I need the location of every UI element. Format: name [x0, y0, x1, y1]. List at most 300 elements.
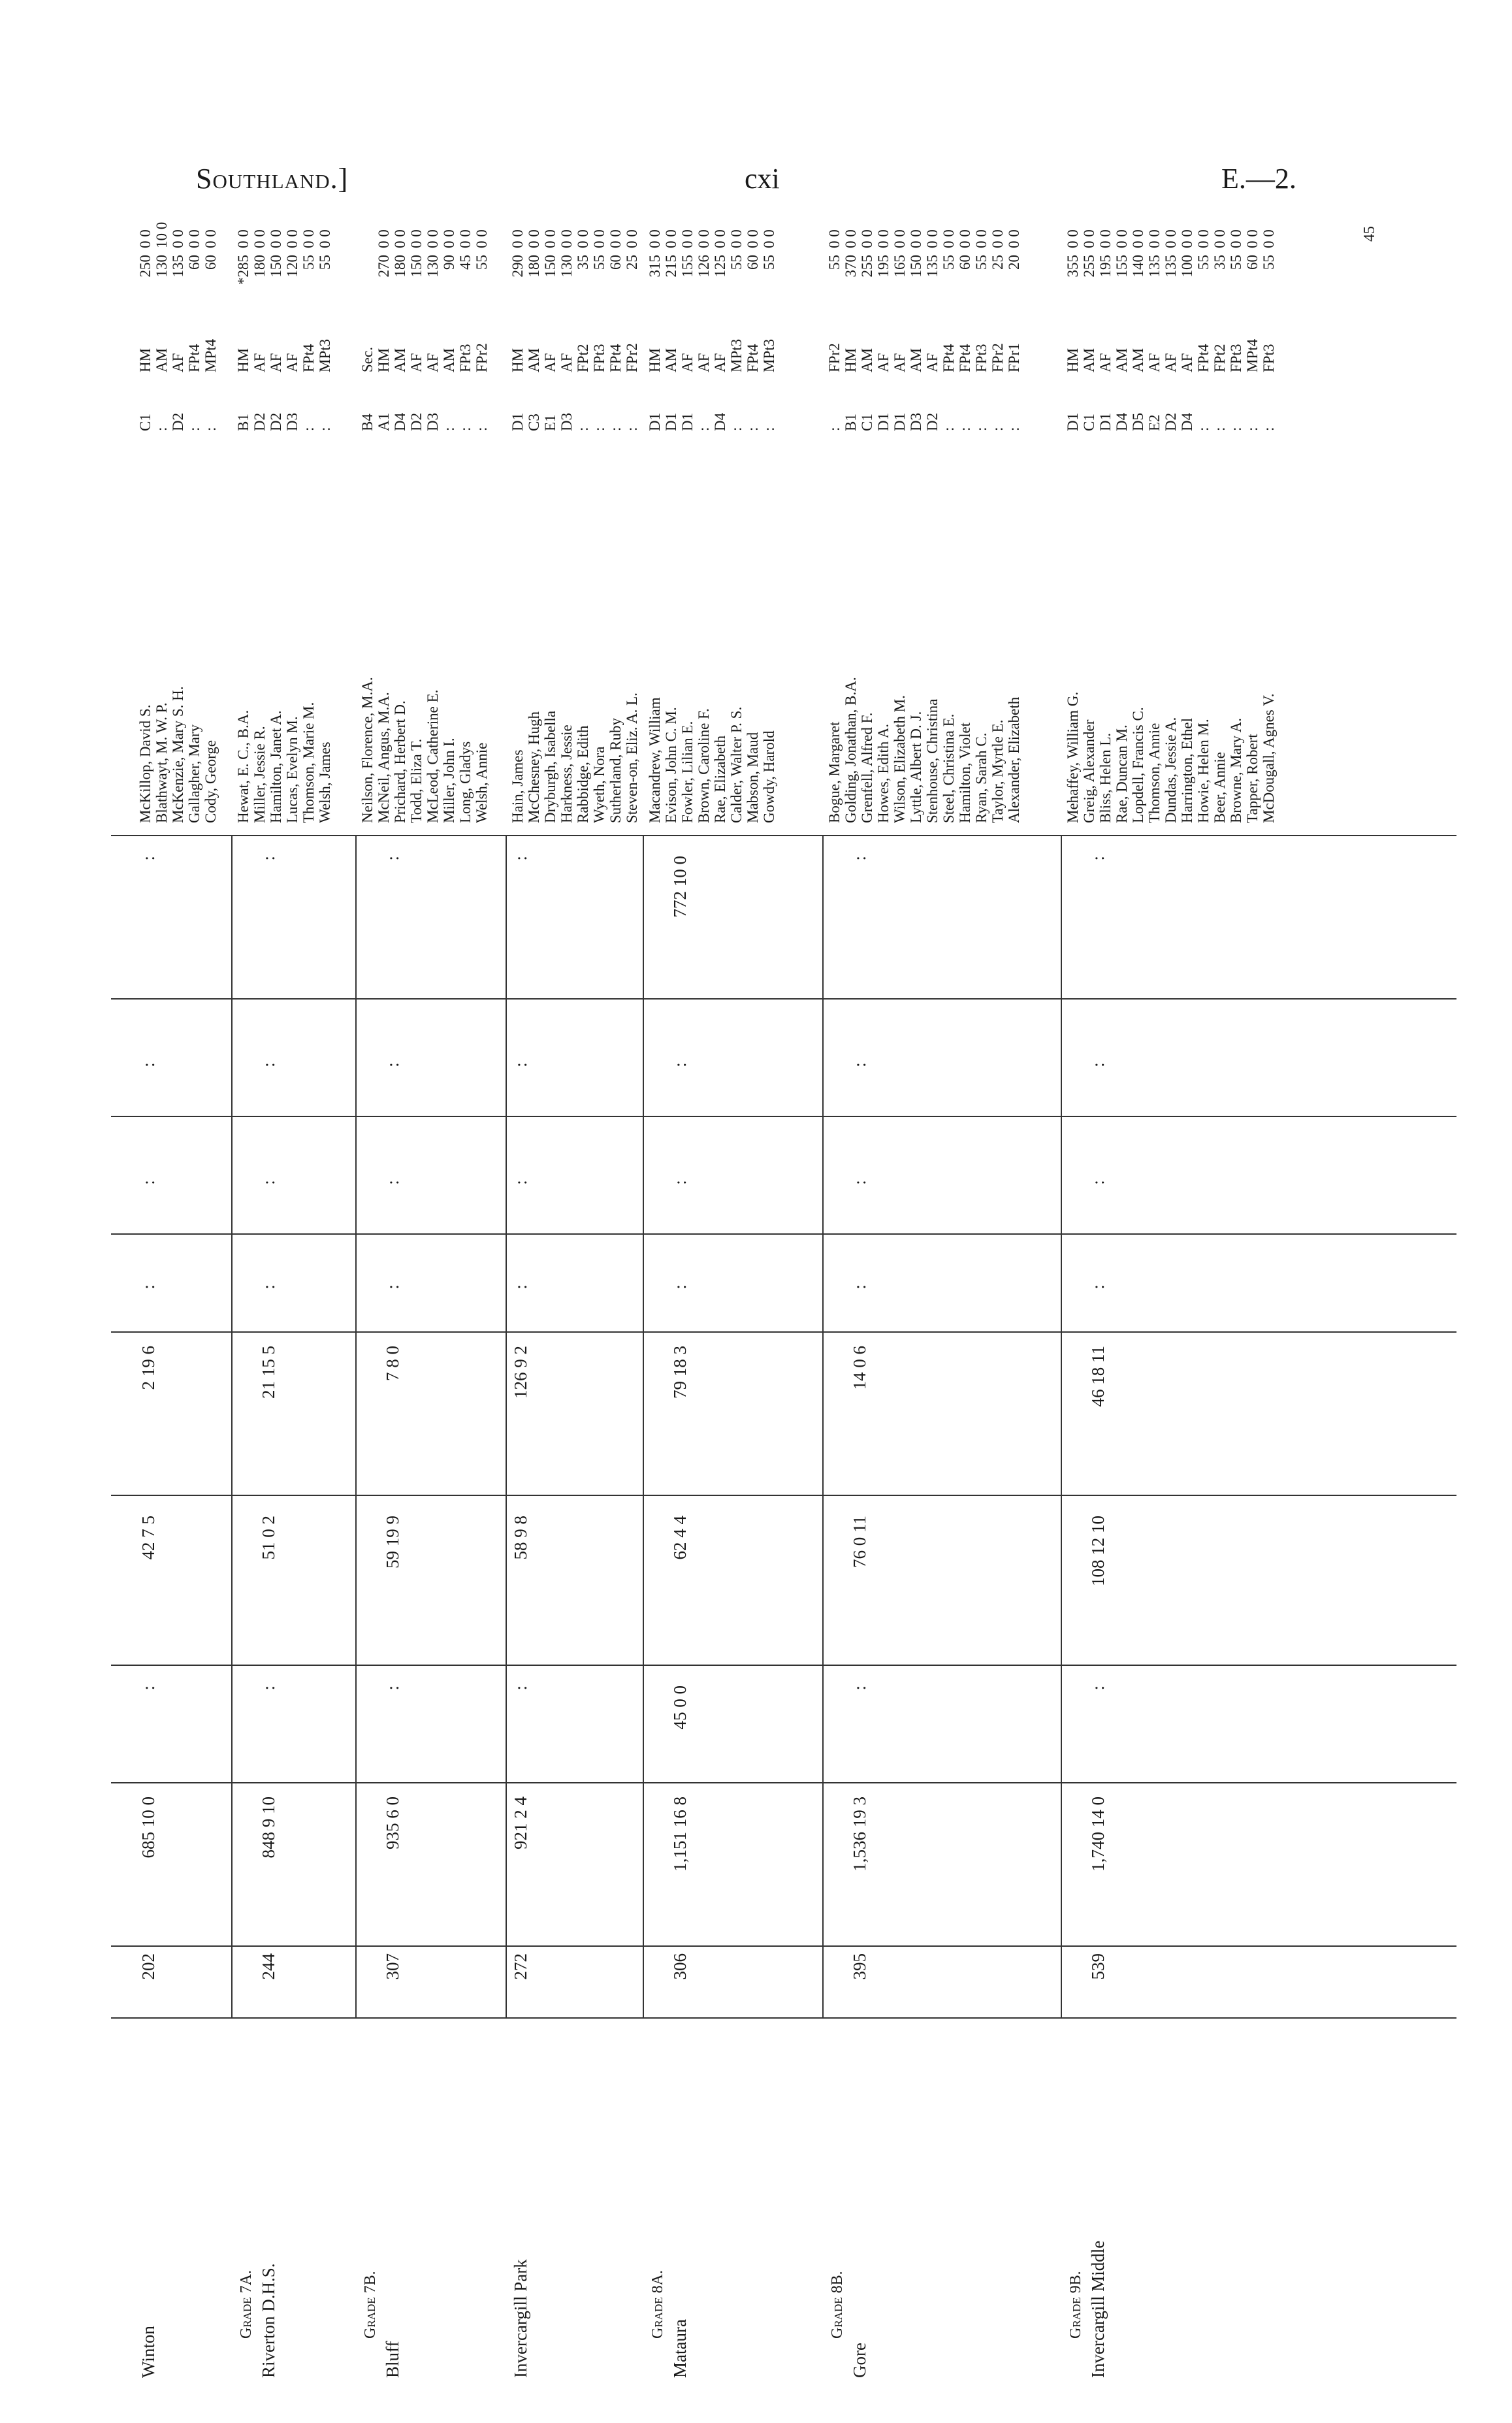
salary: 55 [474, 255, 490, 270]
classification: B4 [359, 414, 376, 431]
teacher-name: Golding, Jonathan, B.A. [843, 677, 859, 823]
staff-row [745, 216, 761, 823]
classification: : [300, 427, 317, 431]
column-dots: : [259, 1284, 278, 1290]
salary-pence: 0 0 [1244, 229, 1261, 248]
teacher-name: McKenzie, Mary S. H. [170, 686, 186, 823]
classification: D4 [712, 412, 728, 431]
classification: D4 [1114, 412, 1130, 431]
salary-pence: 0 0 [973, 229, 989, 248]
salary-pence: 0 0 [425, 229, 441, 248]
staff-row [973, 216, 989, 823]
staff-row [892, 216, 908, 823]
column-rule [111, 2017, 1456, 2019]
classification: D1 [679, 412, 696, 431]
staff-row [170, 216, 186, 823]
staff-row [1065, 216, 1081, 823]
staff-row [268, 216, 284, 823]
staff-row [1081, 216, 1097, 823]
teacher-name: Blathwayt, M. W. P. [153, 702, 170, 823]
teacher-name: Steven-on, Eliz. A. L. [624, 692, 640, 823]
staff-row [457, 216, 474, 823]
salary-pence: 0 0 [663, 229, 679, 248]
school-name [235, 2038, 280, 2378]
salary: 270 [376, 255, 392, 278]
classification: D2 [924, 412, 941, 431]
teacher-name: Lopdell, Francis C. [1130, 707, 1146, 823]
salary: 60 [745, 255, 761, 270]
staff-row [941, 216, 957, 823]
salary-pence: 0 0 [761, 229, 777, 248]
salary: 150 [542, 255, 558, 278]
house-allowance-cell: : [1088, 1685, 1108, 1691]
classification: A1 [376, 412, 392, 431]
staff-row [761, 216, 777, 823]
classification: B1 [235, 414, 251, 431]
position: FPt3 [1261, 344, 1277, 372]
column-dots: : [1088, 1062, 1108, 1067]
teacher-name: Rae, Duncan M. [1114, 724, 1130, 823]
teacher-name: Evison, John C. M. [663, 707, 679, 823]
staff-row [607, 216, 624, 823]
classification: D2 [408, 412, 425, 431]
position: AM [1130, 348, 1146, 372]
classification: D1 [663, 412, 679, 431]
total-cell: : [850, 856, 869, 861]
classification: : [941, 427, 957, 431]
staff-row [359, 216, 376, 823]
column-dots: : [850, 1180, 869, 1185]
salary: 180 [251, 255, 268, 278]
salary: 55 [1195, 255, 1212, 270]
classification: : [696, 427, 712, 431]
teacher-name: Rae, Elizabeth [712, 735, 728, 823]
salary: 125 [712, 255, 728, 278]
salary: 195 [875, 255, 892, 278]
salary: 215 [663, 255, 679, 278]
teacher-name: Howie, Helen M. [1195, 719, 1212, 823]
salary: 126 [696, 255, 712, 278]
staff-list [235, 216, 333, 823]
position: HM [843, 348, 859, 372]
position: MPt3 [761, 338, 777, 372]
capitation-cell: 58 9 8 [511, 1516, 530, 1560]
classification: : [441, 427, 457, 431]
classification: : [728, 427, 745, 431]
salary: 55 [317, 255, 333, 270]
position: HM [235, 348, 251, 372]
school-name [509, 2038, 532, 2378]
position: AF [284, 353, 300, 372]
classification: : [186, 427, 202, 431]
classification: : [826, 427, 843, 431]
position: AF [712, 353, 728, 372]
salary-pence: 0 0 [1228, 229, 1244, 248]
teacher-name: Beer, Annie [1212, 752, 1228, 823]
staff-row [284, 216, 300, 823]
staff-row [509, 216, 526, 823]
salary-pence: 0 0 [474, 229, 490, 248]
salary: 155 [679, 255, 696, 278]
salaries-cell: 935 6 0 [383, 1797, 402, 1849]
staff-row [441, 216, 457, 823]
salary: 45 [457, 255, 474, 270]
salary: 55 [728, 255, 745, 270]
classification: D1 [647, 412, 663, 431]
classification: B1 [843, 414, 859, 431]
teacher-name: Brown, Caroline F. [696, 708, 712, 823]
capitation-cell: 42 7 5 [138, 1516, 158, 1560]
school-name-text: Bluff [383, 2341, 402, 2378]
salary: 135 [924, 255, 941, 278]
classification: : [761, 427, 777, 431]
position: HM [376, 348, 392, 372]
staff-row [408, 216, 425, 823]
staff-row [1195, 216, 1212, 823]
teacher-name: Hamilton, Janet A. [268, 710, 284, 823]
salary-pence: 0 0 [376, 229, 392, 248]
salary: 55 [300, 255, 317, 270]
column-rule [111, 1665, 1456, 1666]
classification: D2 [1163, 412, 1179, 431]
salary: 180 [392, 255, 408, 278]
column-rule [111, 998, 1456, 1000]
house-allowance-cell: : [138, 1685, 158, 1691]
house-allowance-cell: : [259, 1685, 278, 1691]
teacher-name: Harkness, Jessie [558, 724, 575, 823]
staff-row [1114, 216, 1130, 823]
rotated-table [111, 216, 1456, 2404]
column-dots: : [511, 1062, 530, 1067]
staff-row [647, 216, 663, 823]
staff-row [425, 216, 441, 823]
salary: 35 [575, 255, 591, 270]
house-allowance-cell: : [383, 1685, 402, 1691]
salaries-cell: 1,151 16 8 [670, 1797, 690, 1872]
salary: 55 [826, 255, 843, 270]
position: MPt4 [202, 338, 219, 372]
salary: 130 [153, 255, 170, 278]
staff-row [908, 216, 924, 823]
report-code: E.—2. [1221, 163, 1296, 195]
position: HM [137, 348, 153, 372]
teacher-name: Dryburgh, Isabella [542, 710, 558, 823]
salary-pence: 0 0 [1081, 229, 1097, 248]
teacher-name: Rabbidge, Edith [575, 725, 591, 823]
column-dots: : [138, 1062, 158, 1067]
salary: 55 [1228, 255, 1244, 270]
column-dots: : [1088, 1284, 1108, 1290]
school-name [647, 2038, 691, 2378]
column-dots: : [670, 1062, 690, 1067]
classification: : [202, 427, 219, 431]
classification: : [1195, 427, 1212, 431]
school-name-text: Riverton D.H.S. [259, 2263, 278, 2378]
column-dots: : [383, 1062, 402, 1067]
teacher-name: Fowler, Lilian E. [679, 721, 696, 823]
teacher-name: Wyeth, Nora [591, 746, 607, 823]
teacher-name: Browne, Mary A. [1228, 718, 1244, 823]
position: AM [153, 348, 170, 372]
salary: *285 [235, 255, 251, 285]
row-rule [822, 836, 824, 2019]
salary-pence: 0 0 [542, 229, 558, 248]
column-rule [111, 1945, 1456, 1947]
teacher-name: Bogue, Margaret [826, 721, 843, 823]
teacher-name: Welsh, Annie [474, 742, 490, 823]
staff-row [202, 216, 219, 823]
classification: D4 [1179, 412, 1195, 431]
salary-pence: 0 0 [1195, 229, 1212, 248]
staff-row [1179, 216, 1195, 823]
salary: 60 [607, 255, 624, 270]
column-dots: : [670, 1284, 690, 1290]
teacher-name: Harrington, Ethel [1179, 718, 1195, 823]
salary-pence: 0 0 [1261, 229, 1277, 248]
staff-row [1130, 216, 1146, 823]
column-rule [111, 1116, 1456, 1117]
salary: 120 [284, 255, 300, 278]
salary: 55 [973, 255, 989, 270]
house-allowance-cell: 45 0 0 [670, 1685, 690, 1730]
total-cell: 772 10 0 [670, 856, 690, 918]
salary: 255 [859, 255, 875, 278]
salary-pence: 0 0 [1163, 229, 1179, 248]
salary-pence: 0 0 [826, 229, 843, 248]
teacher-name: Mabson, Maud [745, 732, 761, 823]
row-rule [1061, 836, 1062, 2019]
teacher-name: Grenfell, Alfred F. [859, 712, 875, 823]
salary-pence: 0 0 [745, 229, 761, 248]
salary-pence: 0 0 [924, 229, 941, 248]
page-number: cxi [745, 163, 780, 195]
teacher-name: Thomson, Annie [1146, 723, 1163, 823]
position: AF [1163, 353, 1179, 372]
salary: 140 [1130, 255, 1146, 278]
staff-row [392, 216, 408, 823]
teacher-name: Calder, Walter P. S. [728, 706, 745, 823]
position: AF [875, 353, 892, 372]
position: FPt4 [607, 344, 624, 372]
staff-row [300, 216, 317, 823]
total-cell: : [138, 856, 158, 861]
staff-row [591, 216, 607, 823]
school-name [1065, 2038, 1109, 2378]
classification: : [624, 427, 640, 431]
expenses-cell: 7 8 0 [383, 1346, 402, 1381]
position: FPt3 [457, 344, 474, 372]
salary-pence: 0 0 [457, 229, 474, 248]
staff-row [624, 216, 640, 823]
teacher-name: McDougall, Agnes V. [1261, 693, 1277, 823]
salary-pence: 0 0 [1130, 229, 1146, 248]
staff-row [251, 216, 268, 823]
staff-row [1163, 216, 1179, 823]
salary: 130 [425, 255, 441, 278]
row-rule [231, 836, 233, 2019]
position: AM [908, 348, 924, 372]
total-cell: : [1088, 856, 1108, 861]
salary-pence: 0 0 [607, 229, 624, 248]
house-allowance-cell: : [511, 1685, 530, 1691]
salary-pence: 0 0 [728, 229, 745, 248]
salary: 55 [941, 255, 957, 270]
row-rule [643, 836, 644, 2019]
position: FPt2 [1212, 344, 1228, 372]
column-dots: : [259, 1180, 278, 1185]
column-dots: : [511, 1180, 530, 1185]
position: FPt4 [745, 344, 761, 372]
position: AM [859, 348, 875, 372]
salary: 355 [1065, 255, 1081, 278]
teacher-name: Hain, James [509, 749, 526, 823]
teacher-name: Wilson, Elizabeth M. [892, 695, 908, 823]
salary-pence: 0 0 [859, 229, 875, 248]
staff-row [317, 216, 333, 823]
teacher-name: Miller, Jessie R. [251, 726, 268, 823]
position: FPr2 [474, 343, 490, 372]
salary-pence: 0 0 [957, 229, 973, 248]
salary: 60 [202, 255, 219, 270]
salary-pence: 0 0 [843, 229, 859, 248]
classification: D1 [875, 412, 892, 431]
teacher-name: Gowdy, Harold [761, 730, 777, 823]
position: AM [663, 348, 679, 372]
row-rule [506, 836, 507, 2019]
teacher-name: Thomson, Marie M. [300, 702, 317, 823]
position: MPt3 [728, 338, 745, 372]
classification: : [1212, 427, 1228, 431]
staff-row [575, 216, 591, 823]
staff-row [679, 216, 696, 823]
salary: 150 [408, 255, 425, 278]
staff-row [376, 216, 392, 823]
position: MPt4 [1244, 338, 1261, 372]
position: Sec. [359, 347, 376, 372]
staff-row [558, 216, 575, 823]
salary: 135 [1163, 255, 1179, 278]
capitation-cell: 59 19 9 [383, 1516, 402, 1569]
position: HM [509, 348, 526, 372]
salary: 35 [1212, 255, 1228, 270]
expenses-cell: 21 15 5 [259, 1346, 278, 1399]
salary: 60 [1244, 255, 1261, 270]
school-name-text: Mataura [670, 2319, 690, 2378]
position: FPt3 [1228, 344, 1244, 372]
salary: 60 [957, 255, 973, 270]
salary: 90 [441, 255, 457, 270]
column-dots: : [850, 1062, 869, 1067]
staff-row [235, 216, 251, 823]
grade-label: Grade 7A. [238, 2270, 255, 2339]
teacher-name: McChesney, Hugh [526, 711, 542, 823]
column-rule [111, 1782, 1456, 1783]
salary: 60 [186, 255, 202, 270]
salary-pence: 0 0 [679, 229, 696, 248]
staff-row [957, 216, 973, 823]
salary: 20 [1006, 255, 1022, 270]
salary: 315 [647, 255, 663, 278]
staff-row [137, 216, 153, 823]
salary-pence: 0 0 [441, 229, 457, 248]
position: FPt4 [957, 344, 973, 372]
teacher-name: Todd, Eliza T. [408, 738, 425, 823]
total-cell: : [259, 856, 278, 861]
salary-pence: 0 0 [186, 229, 202, 248]
teacher-name: Dundas, Jessie A. [1163, 717, 1179, 823]
staff-list [137, 216, 219, 823]
salaries-cell: 685 10 0 [138, 1797, 158, 1859]
salary-pence: 0 0 [875, 229, 892, 248]
salary: 290 [509, 255, 526, 278]
classification: : [457, 427, 474, 431]
running-head-left: Southland.] [196, 163, 349, 195]
position: AM [441, 348, 457, 372]
position: AM [1081, 348, 1097, 372]
salary-pence: 0 0 [591, 229, 607, 248]
column-dots: : [511, 1284, 530, 1290]
classification: : [474, 427, 490, 431]
classification: : [317, 427, 333, 431]
position: AF [696, 353, 712, 372]
column-rule [111, 835, 1456, 836]
teacher-name: Hamilton, Violet [957, 722, 973, 823]
salary: 180 [526, 255, 542, 278]
average-attendance: 202 [138, 1953, 158, 1980]
classification: C1 [859, 414, 875, 431]
salary-pence: 10 0 [153, 221, 170, 248]
position: FPr2 [989, 343, 1006, 372]
classification: D1 [1065, 412, 1081, 431]
classification: : [607, 427, 624, 431]
staff-row [153, 216, 170, 823]
salary-pence: 0 0 [989, 229, 1006, 248]
position: FPr2 [624, 343, 640, 372]
capitation-cell: 108 12 10 [1088, 1516, 1108, 1586]
staff-row [712, 216, 728, 823]
house-allowance-cell: : [850, 1685, 869, 1691]
teacher-name: Lyttle, Albert D. J. [908, 711, 924, 823]
salary-pence: 0 0 [1065, 229, 1081, 248]
teacher-name: McLeod, Catherine E. [425, 689, 441, 823]
position: AF [558, 353, 575, 372]
teacher-name: Tapper, Robert [1244, 734, 1261, 823]
grade-label: Grade 8A. [649, 2270, 666, 2339]
capitation-cell: 62 4 4 [670, 1516, 690, 1560]
school-name-text: Winton [138, 2326, 158, 2378]
staff-row [1212, 216, 1228, 823]
classification: E2 [1146, 414, 1163, 431]
salary-pence: 0 0 [1179, 229, 1195, 248]
staff-list [647, 216, 777, 823]
column-rule [111, 1495, 1456, 1496]
salary: 25 [624, 255, 640, 270]
position: AF [408, 353, 425, 372]
teacher-name: Steel, Christina E. [941, 713, 957, 823]
grade-label: Grade 7B. [362, 2271, 379, 2339]
classification: : [973, 427, 989, 431]
staff-row [924, 216, 941, 823]
salaries-cell: 921 2 4 [511, 1797, 530, 1849]
staff-row [474, 216, 490, 823]
salary-pence: 0 0 [1114, 229, 1130, 248]
teacher-name: Macandrew, William [647, 697, 663, 823]
salary-pence: 0 0 [509, 229, 526, 248]
position: AM [1114, 348, 1130, 372]
salaries-cell: 1,536 19 3 [850, 1797, 869, 1872]
staff-row [526, 216, 542, 823]
position: FPr1 [1006, 343, 1022, 372]
